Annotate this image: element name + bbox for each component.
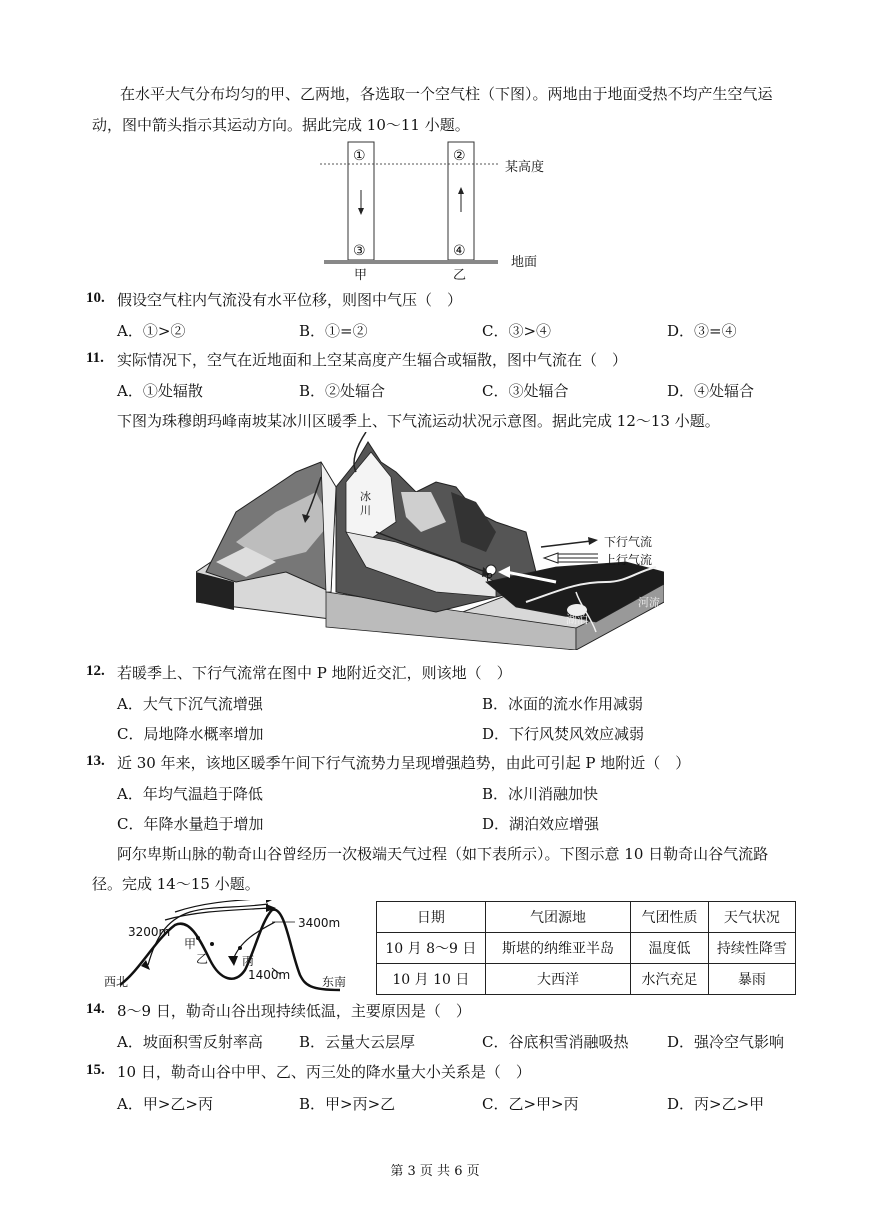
- height-label: 某高度: [505, 160, 545, 175]
- q11-option-b[interactable]: B．②处辐合: [299, 382, 386, 400]
- q15-option-b[interactable]: B．甲>丙>乙: [299, 1095, 396, 1113]
- q15-option-a[interactable]: A．甲>乙>丙: [117, 1095, 213, 1113]
- table-cell: 温度低: [631, 933, 708, 964]
- q12-option-b[interactable]: B．冰面的流水作用减弱: [482, 695, 644, 713]
- up-flow-label: 上行气流: [604, 553, 653, 567]
- intro-3-line-1: 阿尔卑斯山脉的勒奇山谷曾经历一次极端天气过程（如下表所示）。下图示意 10 日勒奇山谷气流路: [117, 845, 769, 863]
- q12-number: 12.: [86, 663, 105, 679]
- height-3400: 3400m: [298, 916, 341, 930]
- intro-2: 下图为珠穆朗玛峰南坡某冰川区暖季上、下气流运动状况示意图。据此完成 12～13 小题。: [117, 412, 720, 430]
- q11-number: 11.: [86, 350, 104, 366]
- table-header: 气团源地: [485, 902, 631, 933]
- q15-option-d[interactable]: D．丙>乙>甲: [667, 1095, 765, 1113]
- q12-stem: 若暖季上、下行气流常在图中 P 地附近交汇，则该地（ ）: [117, 664, 512, 682]
- q13-option-a[interactable]: A．年均气温趋于降低: [117, 785, 263, 803]
- q10-stem: 假设空气柱内气流没有水平位移，则图中气压（ ）: [117, 291, 463, 309]
- q13-option-d[interactable]: D．湖泊效应增强: [482, 815, 600, 833]
- circle-2: ②: [453, 148, 466, 164]
- intro-line-1: 在水平大气分布均匀的甲、乙两地，各选取一个空气柱（下图）。两地由于地面受热不均产生空气运: [120, 85, 773, 103]
- q15-option-c[interactable]: C．乙>甲>丙: [482, 1095, 579, 1113]
- height-3200: 3200m: [128, 925, 171, 939]
- river-label: 河流: [638, 596, 660, 609]
- q14-stem: 8～9 日，勒奇山谷出现持续低温，主要原因是（ ）: [117, 1002, 471, 1020]
- table-cell: 暴雨: [708, 964, 795, 995]
- intro-line-2: 动，图中箭头指示其运动方向。据此完成 10～11 小题。: [92, 116, 470, 134]
- table-row: [377, 933, 796, 964]
- site-yi-3: 乙: [196, 952, 209, 966]
- q14-option-b[interactable]: B．云量大云层厚: [299, 1033, 416, 1051]
- valley-airflow-figure: [100, 900, 360, 1000]
- q15-number: 15.: [86, 1062, 105, 1078]
- page-footer: 第 3 页 共 6 页: [390, 1164, 480, 1179]
- table-cell: 持续性降雪: [708, 933, 795, 964]
- direction-nw: 西北: [104, 975, 129, 989]
- height-1400: 1400m: [248, 968, 291, 982]
- q14-option-d[interactable]: D．强冷空气影响: [667, 1033, 785, 1051]
- table-header: 气团性质: [631, 902, 708, 933]
- q12-option-c[interactable]: C．局地降水概率增加: [117, 725, 264, 743]
- circle-4: ④: [453, 243, 466, 259]
- q11-stem: 实际情况下，空气在近地面和上空某高度产生辐合或辐散，图中气流在（ ）: [117, 351, 628, 369]
- q10-option-a[interactable]: A．①>②: [117, 322, 186, 340]
- q10-number: 10.: [86, 290, 105, 306]
- glacier-label: 冰川: [360, 490, 371, 517]
- lake-label: 湖泊: [566, 613, 588, 626]
- q13-option-c[interactable]: C．年降水量趋于增加: [117, 815, 264, 833]
- circle-1: ①: [353, 148, 366, 164]
- table-header: 日期: [377, 902, 486, 933]
- q14-option-a[interactable]: A．坡面积雪反射率高: [117, 1033, 263, 1051]
- table-cell: 10 月 10 日: [377, 964, 486, 995]
- site-jia: 甲: [354, 268, 368, 283]
- table-cell: 斯堪的纳维亚半岛: [485, 933, 631, 964]
- q10-option-c[interactable]: C．③>④: [482, 322, 552, 340]
- q13-option-b[interactable]: B．冰川消融加快: [482, 785, 599, 803]
- q11-option-c[interactable]: C．③处辐合: [482, 382, 569, 400]
- table-cell: 大西洋: [485, 964, 631, 995]
- q11-option-d[interactable]: D．④处辐合: [667, 382, 755, 400]
- q14-option-c[interactable]: C．谷底积雪消融吸热: [482, 1033, 629, 1051]
- table-row: [377, 964, 796, 995]
- q11-option-a[interactable]: A．①处辐散: [117, 382, 203, 400]
- down-flow-label: 下行气流: [604, 535, 653, 549]
- ground-label: 地面: [511, 255, 538, 270]
- ground-line: [324, 260, 498, 264]
- circle-3: ③: [353, 243, 366, 259]
- glacier-diagram: [196, 432, 664, 650]
- q13-number: 13.: [86, 753, 105, 769]
- table-cell: 10 月 8～9 日: [377, 933, 486, 964]
- q12-option-d[interactable]: D．下行风焚风效应减弱: [482, 725, 645, 743]
- table-cell: 水汽充足: [631, 964, 708, 995]
- point-p-label: P: [486, 571, 493, 584]
- table-header-row: [377, 902, 796, 933]
- legend-down-arrow: [541, 541, 591, 547]
- q14-number: 14.: [86, 1001, 105, 1017]
- q10-option-b[interactable]: B．①=②: [299, 322, 368, 340]
- table-header: 天气状况: [708, 902, 795, 933]
- site-yi: 乙: [453, 268, 467, 283]
- q13-stem: 近 30 年来，该地区暖季午间下行气流势力呈现增强趋势，由此可引起 P 地附近（ ）: [117, 754, 691, 772]
- q12-option-a[interactable]: A．大气下沉气流增强: [117, 695, 263, 713]
- q15-stem: 10 日，勒奇山谷中甲、乙、丙三处的降水量大小关系是（ ）: [117, 1063, 531, 1081]
- weather-table: [376, 901, 796, 995]
- q10-option-d[interactable]: D．③=④: [667, 322, 737, 340]
- intro-3-line-2: 径。完成 14～15 小题。: [92, 875, 260, 893]
- site-bing-3: 丙: [242, 954, 255, 968]
- direction-se: 东南: [322, 975, 347, 989]
- site-jia-3: 甲: [184, 937, 197, 951]
